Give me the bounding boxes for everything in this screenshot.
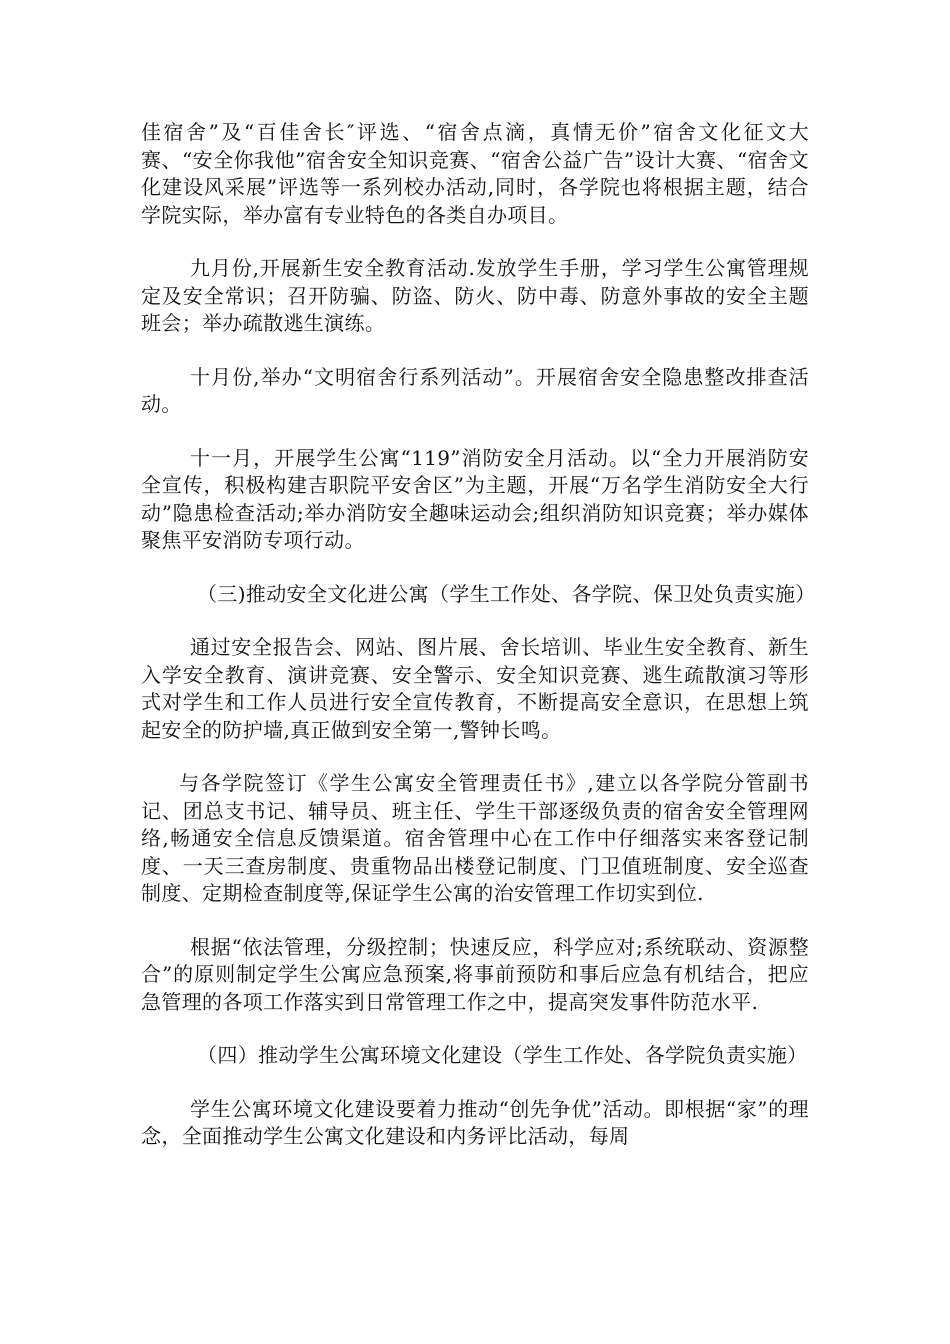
paragraph-october: 十月份,举办“文明宿舍行系列活动”。开展宿舍安全隐患整改排查活动。	[141, 364, 809, 416]
document-body	[141, 119, 816, 1151]
paragraph-environment-culture: 学生公寓环境文化建设要着力推动“创先争优”活动。即根据“家”的理念，全面推动学生公寓文化建设和内务评比活动，每周	[141, 1096, 809, 1148]
paragraph-responsibility: 与各学院签订《学生公寓安全管理责任书》,建立以各学院分管副书记、团总支书记、辅导员、班主任、学生干部逐级负责的宿舍安全管理网络,畅通安全信息反馈渠道。宿舍管理中心在工作中仔细落实来客登记制度、一天三查房制度、贵重物品出楼登记制度、门卫值班制度、安全巡查制度、定期检查制度等,保证学生公寓的治安管理工作切实到位.	[141, 771, 809, 905]
paragraph-safety-education: 通过安全报告会、网站、图片展、舍长培训、毕业生安全教育、新生入学安全教育、演讲竞赛、安全警示、安全知识竞赛、逃生疏散演习等形式对学生和工作人员进行安全宣传教育，不断提高安全意识，在思想上筑起安全的防护墙,真正做到安全第一,警钟长鸣。	[141, 635, 809, 742]
paragraph-november: 十一月，开展学生公寓“119”消防安全月活动。以“全力开展消防安全宣传，积极构建吉职院平安舍区”为主题，开展“万名学生消防安全大行动”隐患检查活动;举办消防安全趣味运动会;组织消防知识竞赛；举办媒体聚焦平安消防专项行动。	[141, 445, 809, 552]
section-heading-4: （四）推动学生公寓环境文化建设（学生工作处、各学院负责实施）	[197, 1043, 808, 1067]
paragraph-september: 九月份,开展新生安全教育活动.发放学生手册，学习学生公寓管理规定及安全常识；召开防骗、防盗、防火、防中毒、防意外事故的安全主题班会；举办疏散逃生演练。	[141, 256, 809, 335]
section-heading-3: （三)推动安全文化进公寓（学生工作处、各学院、保卫处负责实施）	[197, 581, 816, 606]
paragraph-emergency-plan: 根据“依法管理，分级控制；快速反应，科学应对;系统联动、资源整合”的原则制定学生公寓应急预案,将事前预防和事后应急有机结合，把应急管理的各项工作落实到日常管理工作之中，提高突发事件防范水平.	[141, 934, 809, 1014]
paragraph-dorm-activities: 佳宿舍”及“百佳舍长″评选、“宿舍点滴，真情无价”宿舍文化征文大赛、“安全你我他”宿舍安全知识竞赛、“宿舍公益广告”设计大赛、“宿舍文化建设风采展”评选等一系列校办活动,同时，各学院也将根据主题，结合学院实际，举办富有专业特色的各类自办项目。	[141, 120, 809, 227]
